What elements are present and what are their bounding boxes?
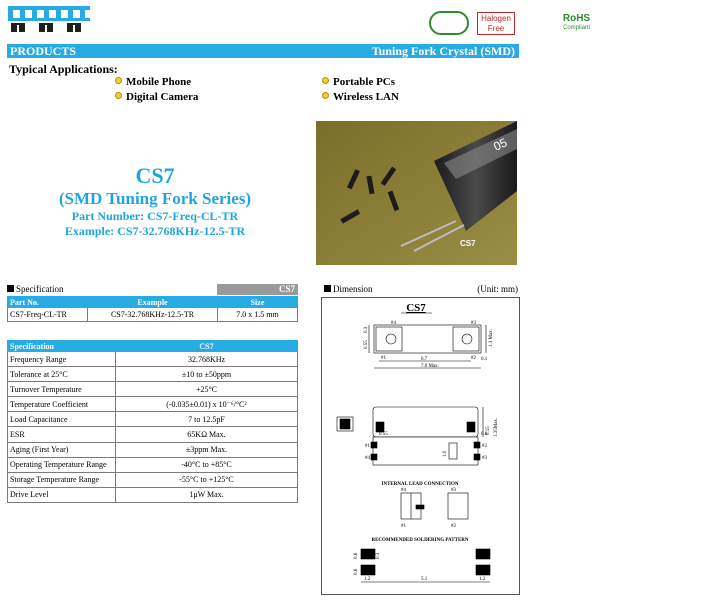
dim-label: #3 [451,488,456,493]
rohs-title: RoHS [562,13,591,24]
specification-title: Specification [16,284,64,294]
square-bullet-icon [7,285,14,292]
dim-label: 1.3 Max. [489,329,494,347]
table-row [8,442,298,457]
table-cell: (-0.035±0.01) x 10⁻⁶/°C² [116,397,298,412]
model-tag: CS7 [217,284,298,295]
table-row [8,487,298,502]
solder-pattern-title: RECOMMENDED SOLDERING PATTERN [371,538,469,543]
table-cell: CS7-Freq-CL-TR [8,308,88,322]
table-cell: +25°C [116,382,298,397]
dim-label: 1.0 [443,450,448,457]
table-row [8,457,298,472]
dim-label: #2 [451,524,456,529]
dim-label: 1.2 [479,577,486,582]
table-cell: Frequency Range [8,352,116,367]
dimension-unit: (Unit: mm) [477,284,518,294]
table-cell: 1μW Max. [116,487,298,502]
dim-label: 1.35Max. [494,417,499,437]
dim-label: #2 [471,356,476,361]
table-cell: ±3ppm Max. [116,442,298,457]
application-item: Mobile Phone [115,76,191,88]
dim-label: #4 [401,488,406,493]
table-cell: Drive Level [8,487,116,502]
application-item: Wireless LAN [322,91,399,103]
dim-label: 0.3 [364,326,369,333]
table-row [8,352,298,367]
dim-label: 7.0 Max. [421,364,439,369]
dim-label: #1 [365,444,370,449]
bullet-icon [115,77,122,84]
table-cell: 7 to 12.5pF [116,412,298,427]
dim-label: 0.1 [481,357,488,362]
specification-table [7,340,298,503]
dimension-title: Dimension [333,284,373,294]
table-cell: 7.0 x 1.5 mm [218,308,298,322]
dim-label: 1.2 [364,577,371,582]
model-title: CS7 [135,163,175,188]
table-cell: 65KΩ Max. [116,427,298,442]
dim-label: 0.6 [354,552,359,559]
category-label: Tuning Fork Crystal (SMD) [371,44,515,58]
table-row [8,472,298,487]
series-title: (SMD Tuning Fork Series) [58,189,252,208]
halogen-free-badge [477,12,515,35]
rohs-sub: Compliant [562,25,590,31]
product-photo [316,121,517,265]
table-cell: Aging (First Year) [8,442,116,457]
table-cell: -55°C to +125°C [116,472,298,487]
dim-label: 0.3 [376,552,381,559]
table-row [8,367,298,382]
table-cell: Load Capacitance [8,412,116,427]
table-header: CS7 [116,341,298,352]
bullet-icon [322,77,329,84]
table-header: Part No. [8,297,88,308]
dim-label: #4 [391,321,396,326]
halogen-line1: Halogen [481,14,511,23]
halogen-line2: Free [487,24,505,33]
photo-label: CS7 [460,239,476,248]
dim-label: 0.6 [481,432,488,437]
table-cell: Tolerance at 25°C [8,367,116,382]
dimension-heading [324,284,518,295]
drawing-title: CS7 [406,302,426,314]
dim-label: 0.55 [379,432,388,437]
dimension-drawing [321,297,520,595]
dim-label: #4 [365,456,370,461]
bullet-icon [322,92,329,99]
table-cell: -40°C to +85°C [116,457,298,472]
specification-heading [7,284,298,295]
table-cell: CS7-32.768KHz-12.5-TR [88,308,218,322]
table-cell: Temperature Coefficient [8,397,116,412]
part-number-table [7,296,298,322]
dim-label: 0.55 [364,340,369,349]
table-cell: Turnover Temperature [8,382,116,397]
table-cell: 32.768KHz [116,352,298,367]
table-cell: Operating Temperature Range [8,457,116,472]
table-header: Specification [8,341,116,352]
table-cell: Storage Temperature Range [8,472,116,487]
internal-lead-title: INTERNAL LEAD CONNECTION [381,482,459,487]
products-label: PRODUCTS [10,44,77,58]
section-bar [7,44,519,58]
dim-label: #3 [471,321,476,326]
table-row [8,382,298,397]
dim-label: 5.1 [421,577,428,582]
bullet-icon [115,92,122,99]
dim-label: 0.15 [486,426,491,435]
dim-label: #1 [401,524,406,529]
part-number: Part Number: CS7-Freq-CL-TR [71,209,239,223]
table-header: Size [218,297,298,308]
dim-label: #2 [482,444,487,449]
table-cell: ESR [8,427,116,442]
dim-label: 0.6 [354,568,359,575]
itt-logo [8,6,90,32]
example-part: Example: CS7-32.768KHz-12.5-TR [64,224,246,238]
dim-label: 6.7 [421,357,428,362]
square-bullet-icon [324,285,331,292]
dim-label: #3 [482,456,487,461]
applications-title: Typical Applications: [9,62,118,76]
application-item: Digital Camera [115,91,198,103]
table-row [8,412,298,427]
table-row [8,397,298,412]
chip-text: 05 [491,135,510,154]
application-item: Portable PCs [322,76,395,88]
table-header: Example [88,297,218,308]
dim-label: #1 [381,356,386,361]
table-cell: ±10 to ±50ppm [116,367,298,382]
table-row [8,427,298,442]
